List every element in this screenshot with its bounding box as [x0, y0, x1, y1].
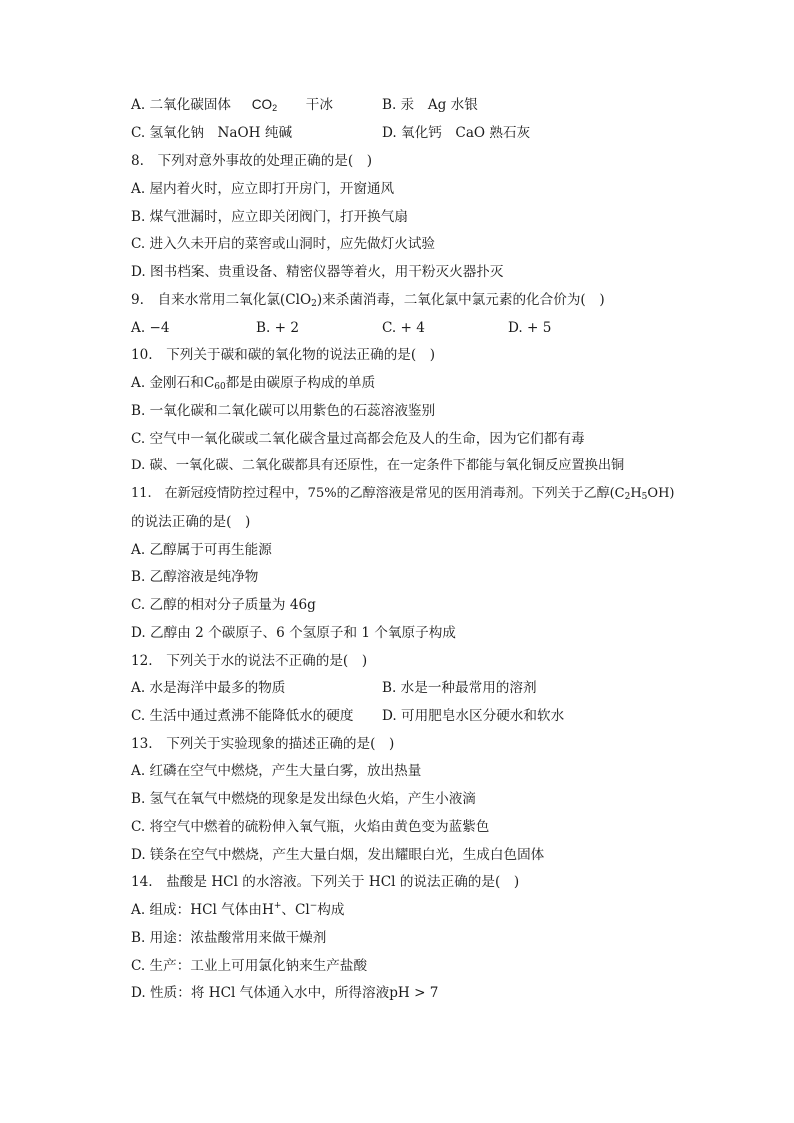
q10-option-a-part2: 都是由碳原子构成的单质	[225, 375, 376, 391]
q14-option-c: C. 生产：工业上可用氯化钠来生产盐酸	[131, 958, 368, 974]
q10-option-a	[131, 374, 375, 392]
q11-option-d: D. 乙醇由 2 个碳原子、6 个氢原子和 1 个氧原子构成	[131, 625, 456, 641]
q7-option-c: C. 氢氧化钠 NaOH 纯碱	[131, 125, 293, 141]
q7-option-a	[131, 96, 333, 114]
q11-option-a: A. 乙醇属于可再生能源	[131, 542, 272, 558]
q9-option-d: D. + 5	[508, 320, 552, 336]
q14-option-a-part3: 构成	[317, 902, 345, 918]
q14-option-a-sup2: −	[309, 901, 318, 911]
q12-option-c: C. 生活中通过煮沸不能降低水的硬度	[131, 708, 354, 724]
q8-option-c: C. 进入久未开启的菜窖或山洞时，应先做灯火试验	[131, 236, 436, 252]
q12-option-d: D. 可用肥皂水区分硬水和软水	[382, 708, 565, 724]
q7-option-b: B. 汞 Ag 水银	[382, 97, 478, 113]
q11-stem-line2: 的说法正确的是( )	[131, 514, 251, 530]
q11-stem-part3: OH)	[647, 486, 675, 501]
q10-option-a-sub: 60	[214, 382, 226, 392]
q8-stem: 8. 下列对意外事故的处理正确的是( )	[131, 153, 373, 169]
q11-stem-sub2: 5	[641, 492, 648, 502]
q9-option-c: C. + 4	[382, 320, 425, 336]
q8-option-d: D. 图书档案、贵重设备、精密仪器等着火，用干粉灭火器扑灭	[131, 264, 504, 280]
q10-option-a-part1: A. 金刚石和C	[131, 375, 215, 391]
q13-option-c: C. 将空气中燃着的硫粉伸入氧气瓶，火焰由黄色变为蓝紫色	[131, 819, 490, 835]
q13-option-d: D. 镁条在空气中燃烧，产生大量白烟，发出耀眼白光，生成白色固体	[131, 847, 545, 863]
q12-stem: 12. 下列关于水的说法不正确的是( )	[131, 653, 368, 669]
q11-stem-sub1: 2	[624, 492, 631, 502]
q9-option-b: B. + 2	[256, 320, 299, 336]
q9-stem-sub: 2	[311, 299, 317, 309]
q7-option-a-name: 干冰	[305, 97, 333, 113]
q9-stem-part1: 9. 自来水常用二氧化氯(ClO	[131, 292, 312, 308]
q9-stem-part2: )来杀菌消毒，二氧化氯中氯元素的化合价为( )	[316, 292, 605, 308]
q11-stem-part1: 11. 在新冠疫情防控过程中，75%的乙醇溶液是常见的医用消毒剂。下列关于乙醇(C	[131, 486, 625, 501]
q11-option-c: C. 乙醇的相对分子质量为 46g	[131, 597, 316, 613]
q11-stem-part2: H	[630, 486, 642, 501]
q13-option-a: A. 红磷在空气中燃烧，产生大量白雾，放出热量	[131, 763, 422, 779]
q11-option-b: B. 乙醇溶液是纯净物	[131, 569, 259, 585]
q11-stem	[131, 485, 674, 503]
q7-option-a-text: A. 二氧化碳固体	[131, 97, 232, 113]
q8-option-a: A. 屋内着火时，应立即打开房门，开窗通风	[131, 181, 395, 197]
q14-option-a-part2: 、Cl	[281, 902, 310, 918]
q9-stem	[131, 291, 605, 309]
q12-option-b: B. 水是一种最常用的溶剂	[382, 680, 537, 696]
q10-stem: 10. 下列关于碳和碳的氧化物的说法正确的是( )	[131, 347, 436, 363]
q7-formula-co: CO	[251, 97, 273, 112]
q7-option-a-formula	[252, 97, 277, 112]
q14-stem: 14. 盐酸是 HCl 的水溶液。下列关于 HCl 的说法正确的是( )	[131, 874, 520, 890]
q14-option-a-part1: A. 组成：HCl 气体由H	[131, 902, 274, 918]
q14-option-a	[131, 901, 344, 919]
q8-option-b: B. 煤气泄漏时，应立即关闭阀门，打开换气扇	[131, 209, 408, 225]
q13-stem: 13. 下列关于实验现象的描述正确的是( )	[131, 736, 395, 752]
q13-option-b: B. 氢气在氧气中燃烧的现象是发出绿色火焰，产生小液滴	[131, 791, 476, 807]
q14-option-a-sup1: +	[273, 901, 282, 911]
q7-option-d: D. 氧化钙 CaO 熟石灰	[382, 125, 531, 141]
q10-option-d: D. 碳、一氧化碳、二氧化碳都具有还原性，在一定条件下都能与氧化铜反应置换出铜	[131, 458, 625, 473]
q14-option-b: B. 用途：浓盐酸常用来做干燥剂	[131, 930, 327, 946]
q10-option-c: C. 空气中一氧化碳或二氧化碳含量过高都会危及人的生命，因为它们都有毒	[131, 431, 585, 447]
q7-formula-sub: 2	[272, 103, 278, 113]
q9-option-a: A. −4	[131, 320, 170, 336]
q14-option-d: D. 性质：将 HCl 气体通入水中，所得溶液pH > 7	[131, 985, 439, 1001]
q12-option-a: A. 水是海洋中最多的物质	[131, 680, 286, 696]
q10-option-b: B. 一氧化碳和二氧化碳可以用紫色的石蕊溶液鉴别	[131, 403, 436, 419]
